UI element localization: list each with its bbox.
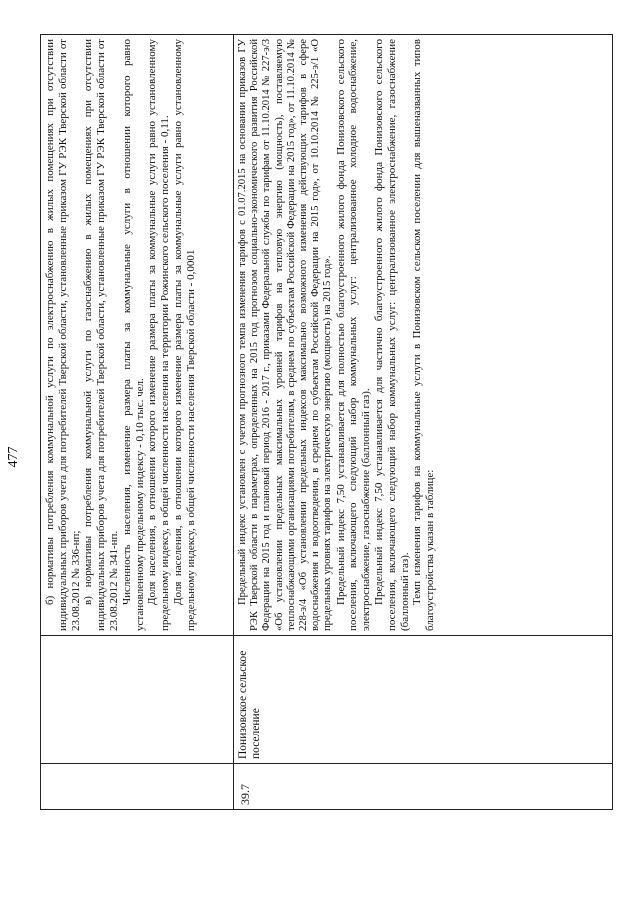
page-number: 477 xyxy=(6,446,21,468)
description-cell xyxy=(41,35,234,636)
paragraph: в) нормативы потребления коммунальной услуги по газоснабжению в жилых помещениях при отсутствии индивидуальных приборов учета для потребителей Тверской области, установленные приказом ГУ РЭК Тверской области от 23.08.2012 № 341-нп. xyxy=(82,39,120,631)
row-number: 39.7 xyxy=(234,764,613,810)
paragraph: Доля населения, в отношении которого изменение размера платы за коммунальные услуги равно установленному предельному индексу, в общей численности населения Тверской области - 0,0001 xyxy=(171,39,197,631)
row-number xyxy=(41,764,234,810)
tariff-table xyxy=(40,34,613,810)
paragraph: Доля населения, в отношении которого изменение размера платы за коммунальные услуги равно установленному предельному индексу, в общей численности населения на территории Рожинского сельского поселения - 0,11. xyxy=(146,39,172,631)
municipality-name: Понизовское сельское поселение xyxy=(234,636,613,764)
paragraph: Темп изменения тарифов на коммунальные услуги в Понизовском сельском поселении для вышеназванных типов благоустройства указан в таблице: xyxy=(411,39,437,631)
paragraph: Предельный индекс 7,50 устанавливается для частично благоустроенного жилого фонда Понизовского сельского поселения, включающего следующий набор коммунальных услуг: централизованное электроснабжение, газоснабжение (баллонный газ). xyxy=(373,39,411,631)
paragraph: Численность населения, изменение размера платы за коммунальные услуги в отношении которого равно установленному предельному индексу - 0,10 тыс. чел. xyxy=(120,39,146,631)
paragraph: Предельный индекс 7,50 устанавливается для полностью благоустроенного жилого фонда Понизовского сельского поселения, включающего следующий набор коммунальных услуг: централизованное холодное водоснабжение, электроснабжение, газоснабжение (баллонный газ). xyxy=(334,39,373,631)
paragraph: б) нормативы потребления коммунальной услуги по электроснабжению в жилых помещениях при отсутствии индивидуальных приборов учета для потребителей Тверской области, установленные приказом ГУ РЭК Тверской области от 23.08.2012 № 336-нп; xyxy=(44,39,82,631)
table-row xyxy=(234,35,613,810)
paragraph: Предельный индекс установлен с учетом прогнозного темпа изменения тарифов с 01.07.2015 на основании приказов ГУ РЭК Тверской области в параметрах, определенных на 2015 год прогнозом социально-экономического развития Российской Федерации на 2015 год и плановый период 2016 - 2017 г., приказами Федеральной службы по тарифам от 11.10.2014 № 227-э/3 «Об установлении предельных максимальных уровней тарифов на тепловую энергию (мощность), поставляемую теплоснабжающими организациями потребителям, в среднем по субъектам Российской Федерации на 2015 год», от 11.10.2014 № 228-э/4 «Об установлении предельных индексов максимально возможного изменения действующих тарифов в сфере водоснабжения и водоотведения, в среднем по субъектам Российской Федерации на 2015 год», от 10.10.2014 № 225-э/1 «О предельных уровнях тарифов на электрическую энергию (мощность) на 2015 год». xyxy=(237,39,334,631)
table-row xyxy=(41,35,234,810)
municipality-name xyxy=(41,636,234,764)
description-cell xyxy=(234,35,613,636)
